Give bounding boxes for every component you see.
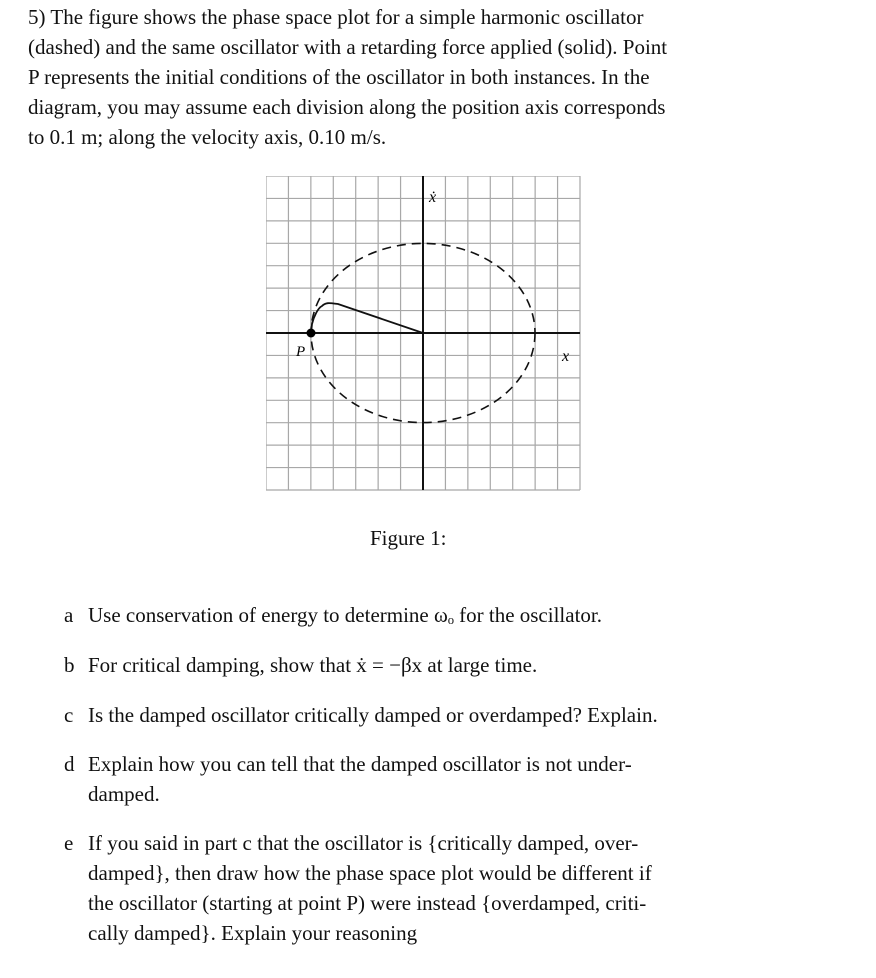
question-text: If you said in part c that the oscillator is {critically damped, over- — [88, 831, 639, 855]
damped-trajectory — [311, 303, 423, 333]
x-axis-label: x — [562, 348, 570, 365]
question-text: For critical damping, show that ẋ = −βx at large time. — [88, 653, 538, 677]
question-text: cally damped}. Explain your reasoning — [88, 921, 418, 945]
question-d — [64, 749, 824, 809]
question-c — [64, 700, 824, 730]
point-p-label: P — [296, 344, 306, 360]
intro-line: to 0.1 m; along the velocity axis, 0.10 m/s. — [28, 125, 387, 149]
question-label: e — [64, 831, 74, 855]
v-axis-label: ẋ — [429, 189, 437, 206]
question-e — [64, 828, 824, 948]
question-label: c — [64, 703, 74, 727]
question-text: Use conservation of energy to determine ωₒ for the oscillator. — [88, 603, 602, 627]
question-text: the oscillator (starting at point P) were instead {overdamped, criti- — [88, 891, 647, 915]
question-text: Explain how you can tell that the damped oscillator is not under- — [88, 752, 632, 776]
intro-line: (dashed) and the same oscillator with a retarding force applied (solid). Point — [28, 35, 668, 59]
question-label: a — [64, 603, 74, 627]
question-b — [64, 650, 824, 680]
figure-caption: Figure 1: — [370, 526, 447, 550]
question-label: b — [64, 653, 75, 677]
problem-statement — [28, 2, 828, 152]
phase-space-figure — [266, 176, 582, 492]
question-label: d — [64, 752, 75, 776]
intro-line: P represents the initial conditions of the oscillator in both instances. In the — [28, 65, 650, 89]
point-p — [307, 329, 316, 338]
question-text: damped}, then draw how the phase space plot would be different if — [88, 861, 652, 885]
intro-line: diagram, you may assume each division along the position axis corresponds — [28, 95, 666, 119]
question-a — [64, 600, 824, 630]
question-text: Is the damped oscillator critically damped or overdamped? Explain. — [88, 703, 658, 727]
intro-line: 5) The figure shows the phase space plot for a simple harmonic oscillator — [28, 5, 644, 29]
question-text: damped. — [88, 782, 160, 806]
